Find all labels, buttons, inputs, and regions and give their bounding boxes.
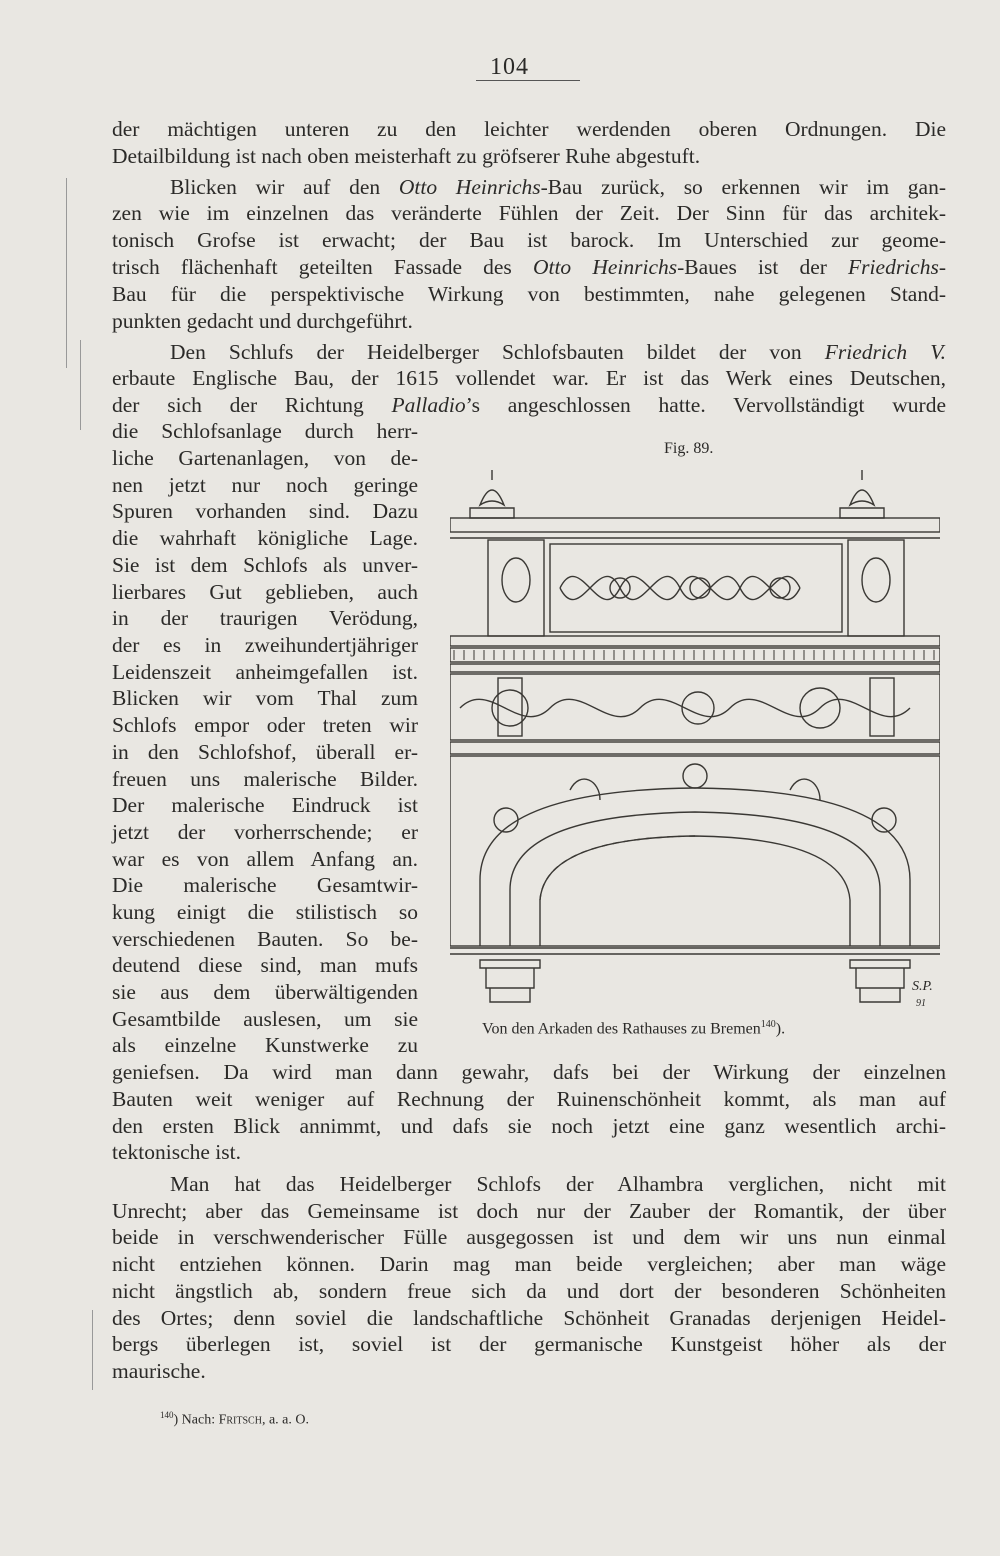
text-line: maurische. <box>112 1359 206 1383</box>
text-line: als einzelne Kunstwerke zu <box>112 1033 418 1057</box>
text-line: erbaute Englische Bau, der 1615 vollendet war. Er ist das Werk eines Deutschen, <box>112 366 946 390</box>
text-line: Man hat das Heidelberger Schlofs der Alhambra verglichen, nicht mit <box>170 1172 946 1196</box>
engraver-signature: S.P. <box>912 979 933 994</box>
text-line: nicht ängstlich ab, sondern freue sich da und dort der besonderen Schönheiten <box>112 1279 946 1303</box>
text-line: Den Schlufs der Heidelberger Schlofsbauten bildet der von Friedrich V. <box>170 340 946 364</box>
text-line: die wahrhaft königliche Lage. <box>112 526 418 550</box>
text-line: Blicken wir vom Thal zum <box>112 686 418 710</box>
margin-pencil-mark <box>80 340 81 430</box>
text-line: tonisch Grofse ist erwacht; der Bau ist barock. Im Unterschied zur geome- <box>112 228 946 252</box>
text-line: beide in verschwenderischer Fülle ausgegossen ist und dem wir uns nun einmal <box>112 1225 946 1249</box>
text-line: des Ortes; denn soviel die landschaftliche Schönheit Granadas derjenigen Heidel- <box>112 1306 946 1330</box>
text-line: der sich der Richtung Palladio’s angeschlossen hatte. Vervollständigt wurde <box>112 393 946 417</box>
text-line: der es in zweihundertjähriger <box>112 633 418 657</box>
text-line: den ersten Blick annimmt, und dafs sie noch jetzt eine ganz wesentlich archi- <box>112 1114 946 1138</box>
text-line: verschiedenen Bauten. So be- <box>112 927 418 951</box>
text-line: Unrecht; aber das Gemeinsame ist doch nur der Zauber der Romantik, der über <box>112 1199 946 1223</box>
text-line: Gesamtbilde auslesen, um sie <box>112 1007 418 1031</box>
text-line: Bauten weit weniger auf Rechnung der Ruinenschönheit kommt, als man auf <box>112 1087 946 1111</box>
text-line: trisch flächenhaft geteilten Fassade des Otto Heinrichs-Baues ist der Friedrichs- <box>112 255 946 279</box>
text-line: geniefsen. Da wird man dann gewahr, dafs bei der Wirkung der einzelnen <box>112 1060 946 1084</box>
text-line: freuen uns malerische Bilder. <box>112 767 418 791</box>
margin-pencil-mark <box>92 1310 93 1390</box>
figure-caption: Von den Arkaden des Rathauses zu Bremen$^{140}$). <box>482 1019 786 1038</box>
text-line: war es von allem Anfang an. <box>112 847 418 871</box>
text-line: Schlofs empor oder treten wir <box>112 713 418 737</box>
text-line: Sie ist dem Schlofs als unver- <box>112 553 418 577</box>
text-line: Spuren vorhanden sind. Dazu <box>112 499 418 523</box>
text-line: Der malerische Eindruck ist <box>112 793 418 817</box>
text-line: punkten gedacht und durchgeführt. <box>112 309 413 333</box>
page-number-rule <box>476 80 580 81</box>
text-line: Die malerische Gesamtwir- <box>112 873 418 897</box>
engraver-year: 91 <box>916 998 926 1009</box>
text-line: deutend diese sind, man mufs <box>112 953 418 977</box>
text-line: nen jetzt nur noch geringe <box>112 473 418 497</box>
text-line: Blicken wir auf den Otto Heinrichs-Bau zurück, so erkennen wir im gan- <box>170 175 946 199</box>
text-line: kung einigt die stilistisch so <box>112 900 418 924</box>
arcade-engraving <box>450 460 940 1015</box>
figure-label: Fig. 89. <box>664 440 714 457</box>
text-line: liche Gartenanlagen, von de- <box>112 446 418 470</box>
text-line: Bau für die perspektivische Wirkung von bestimmten, nahe gelegenen Stand- <box>112 282 946 306</box>
page-number: 104 <box>490 54 529 80</box>
text-line: der mächtigen unteren zu den leichter werdenden oberen Ordnungen. Die <box>112 117 946 141</box>
text-line: Detailbildung ist nach oben meisterhaft zu gröfserer Ruhe abgestuft. <box>112 144 701 168</box>
text-line: die Schlofsanlage durch herr- <box>112 419 418 443</box>
footnote: $^{140}$) Nach: Fritsch, a. a. O. <box>160 1410 309 1428</box>
text-line: nicht entziehen können. Darin mag man beide vergleichen; aber man wäge <box>112 1252 946 1276</box>
text-line: tektonische ist. <box>112 1140 241 1164</box>
margin-pencil-mark <box>66 178 67 368</box>
text-line: in den Schlofshof, überall er- <box>112 740 418 764</box>
text-line: in der traurigen Verödung, <box>112 606 418 630</box>
text-line: sie aus dem überwältigenden <box>112 980 418 1004</box>
text-line: jetzt der vorherrschende; er <box>112 820 418 844</box>
text-line: Leidenszeit anheimgefallen ist. <box>112 660 418 684</box>
text-line: lierbares Gut geblieben, auch <box>112 580 418 604</box>
text-line: zen wie im einzelnen das veränderte Fühlen der Zeit. Der Sinn für das architek- <box>112 201 946 225</box>
text-line: bergs überlegen ist, soviel ist der germanische Kunstgeist höher als der <box>112 1332 946 1356</box>
